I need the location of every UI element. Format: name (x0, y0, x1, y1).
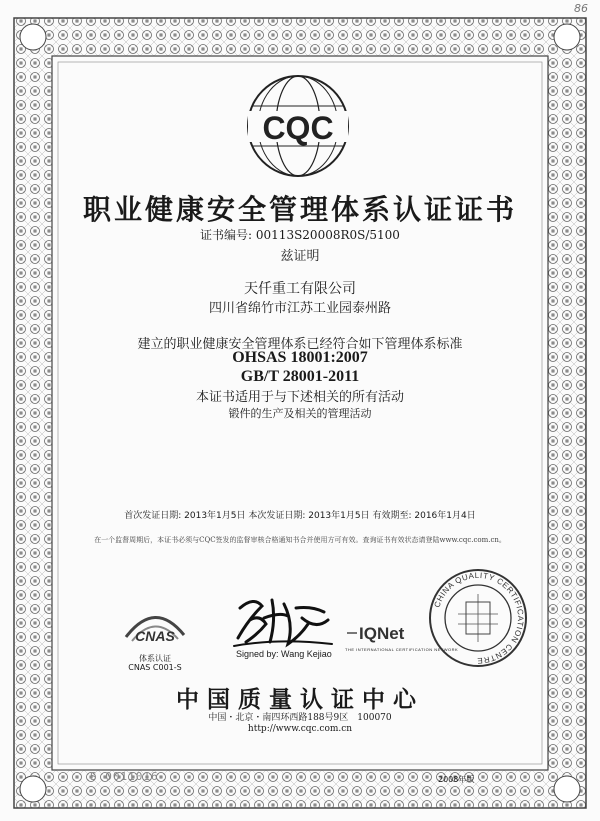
issuer-website: http://www.cqc.com.cn (247, 724, 353, 734)
cqc-seal-stamp (428, 568, 528, 668)
edition: 2008年版 (438, 775, 475, 784)
issuer-name: 中国质量认证中心 (176, 687, 424, 713)
seal-ring-text: CHINA QUALITY CERTIFICATION CENTRE (432, 570, 526, 666)
validity-notice: 在一个监督周期后，本证书必须与CQC签发的监督审核合格通知书合并使用方可有效。查询证书有效状态请登陆www.cqc.com.cn。 (94, 536, 506, 544)
certificate-title: 职业健康安全管理体系认证证书 (82, 193, 517, 226)
cnas-logo (120, 607, 190, 652)
cnas-code: CNAS C001-S (128, 663, 182, 672)
hereby-certify: 兹证明 (280, 249, 320, 264)
cnas-logo-text: CNAS (135, 628, 175, 644)
certificate-number: 证书编号: 00113S20008R0S/5100 (200, 228, 400, 242)
issue-dates: 首次发证日期: 2013年1月5日 本次发证日期: 2013年1月5日 有效期至: 2016年1月4日 (124, 511, 476, 521)
scope-intro: 本证书适用于与下述相关的所有活动 (195, 390, 404, 405)
iqnet-subtitle: THE INTERNATIONAL CERTIFICATION NETWORK (345, 647, 459, 652)
standard-gbt: GB/T 28001-2011 (240, 368, 360, 385)
signature-image (228, 590, 338, 650)
serial-number: S 0011016 (90, 770, 159, 783)
scope: 锻件的生产及相关的管理活动 (228, 407, 372, 420)
company-name: 天仟重工有限公司 (244, 281, 356, 297)
company-address: 四川省绵竹市江苏工业园泰州路 (208, 301, 391, 316)
page-number: 86 (574, 2, 588, 15)
iqnet-logo (345, 622, 425, 644)
cqc-logo (238, 70, 358, 182)
issuer-address: 中国・北京・南四环西路188号9区 100070 (208, 713, 392, 723)
cnas-caption (110, 654, 200, 672)
iqnet-logo-text: IQNet (359, 624, 405, 643)
signed-by: Signed by: Wang Kejiao (236, 649, 332, 659)
cnas-label: 体系认证 (139, 654, 171, 663)
statement: 建立的职业健康安全管理体系已经符合如下管理体系标准 (137, 337, 463, 352)
standard-ohsas: OHSAS 18001:2007 (232, 349, 368, 366)
cqc-logo-text: CQC (262, 110, 334, 146)
